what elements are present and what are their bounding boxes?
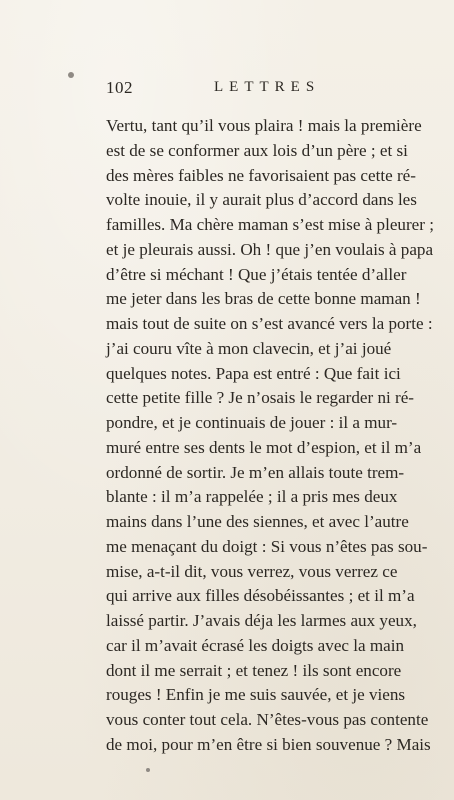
running-head: LETTRES <box>214 79 321 95</box>
text-line: mains dans l’une des siennes, et avec l’autre <box>106 512 409 531</box>
text-line: qui arrive aux filles désobéissantes ; et il m’a <box>106 586 415 606</box>
text-line: pondre, et je continuais de jouer : il a mur- <box>106 413 398 432</box>
text-line: de moi, pour m’en être si bien souvenue ? Mais <box>106 734 431 754</box>
text-line: d’être si méchant ! Que j’étais tentée d’aller <box>106 264 407 284</box>
text-line: car il m’avait écrasé les doigts avec la main <box>106 635 405 655</box>
text-line: mise, a-t-il dit, vous verrez, vous verrez ce <box>106 561 398 581</box>
text-line: et je pleurais aussi. Oh ! que j’en voulais à papa <box>106 239 434 259</box>
text-line: laissé partir. J’avais déja les larmes aux yeux, <box>106 611 417 630</box>
text-line: vous conter tout cela. N’êtes-vous pas contente <box>106 710 429 729</box>
text-line: des mères faibles ne favorisaient pas cette ré- <box>106 165 416 185</box>
text-line: dont il me serrait ; et tenez ! ils sont encore <box>106 660 402 680</box>
text-line: volte inouie, il y aurait plus d’accord dans les <box>106 190 417 210</box>
page-header <box>106 78 342 100</box>
text-line: ordonné de sortir. Je m’en allais toute trem- <box>106 462 405 482</box>
ink-spot <box>146 768 150 772</box>
text-line: me menaçant du doigt : Si vous n’êtes pas sou- <box>106 536 428 556</box>
text-line: quelques notes. Papa est entré : Que fait ici <box>106 363 401 383</box>
text-line: rouges ! Enfin je me suis sauvée, et je viens <box>106 685 406 705</box>
text-line: est de se conformer aux lois d’un père ; et si <box>106 140 408 160</box>
text-line: mais tout de suite on s’est avancé vers la porte : <box>106 314 433 333</box>
text-line: cette petite fille ? Je n’osais le regarder ni ré- <box>106 388 415 408</box>
text-line: muré entre ses dents le mot d’espion, et il m’a <box>106 437 422 457</box>
body-text <box>106 114 434 758</box>
text-line: j’ai couru vîte à mon clavecin, et j’ai joué <box>106 338 392 358</box>
text-line: blante : il m’a rappelée ; il a pris mes deux <box>106 487 398 507</box>
text-line: familles. Ma chère maman s’est mise à pleurer ; <box>106 215 434 234</box>
text-line: me jeter dans les bras de cette bonne maman ! <box>106 289 421 309</box>
page-number: 102 <box>106 78 133 97</box>
ink-spot <box>68 72 74 78</box>
text-line: Vertu, tant qu’il vous plaira ! mais la première <box>106 116 422 135</box>
